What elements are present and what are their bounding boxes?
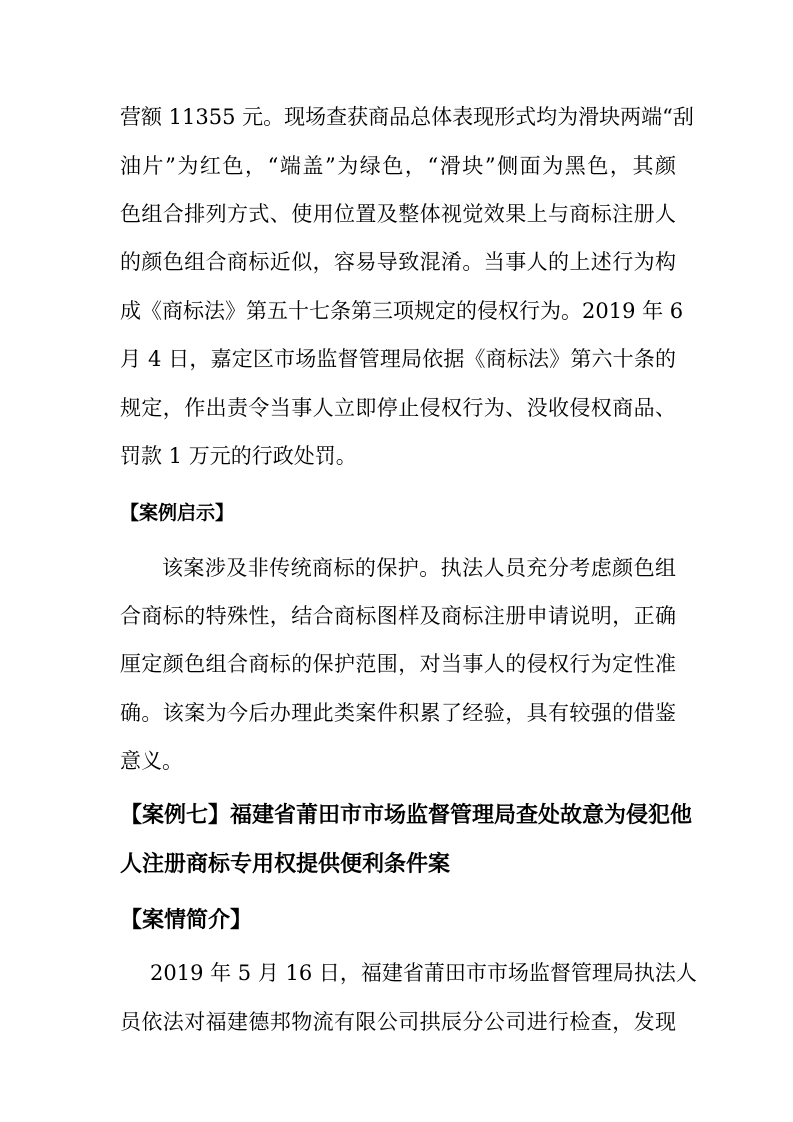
text-line: 意义。: [120, 749, 183, 773]
text-line: 2019 年 5 月 16 日，福建省莆田市市场监督管理局执法人: [150, 961, 697, 985]
text-line: 罚款 1 万元的行政处罚。: [120, 444, 357, 468]
text-line: 色组合排列方式、使用位置及整体视觉效果上与商标注册人: [120, 202, 676, 226]
heading-line: 【案例七】福建省莆田市市场监督管理局查处故意为侵犯他: [120, 803, 693, 828]
text-line: 合商标的特殊性，结合商标图样及商标注册申请说明，正确: [120, 604, 676, 628]
section-heading-case-insight: 【案例启示】: [120, 502, 235, 524]
heading-line: 人注册商标专用权提供便利条件案: [120, 852, 451, 877]
text-line: 规定，作出责令当事人立即停止侵权行为、没收侵权商品、: [120, 396, 676, 420]
section-heading-case-summary: 【案情简介】: [120, 908, 253, 933]
text-line: 月 4 日，嘉定区市场监督管理局依据《商标法》第六十条的: [120, 347, 676, 371]
text-line: 成《商标法》第五十七条第三项规定的侵权行为。2019 年 6: [120, 299, 684, 323]
text-line: 确。该案为今后办理此类案件积累了经验，具有较强的借鉴: [120, 701, 676, 725]
text-line: 厘定颜色组合商标的保护范围，对当事人的侵权行为定性准: [120, 652, 676, 676]
text-line: 的颜色组合商标近似，容易导致混淆。当事人的上述行为构: [120, 250, 676, 274]
text-line: 该案涉及非传统商标的保护。执法人员充分考虑颜色组: [162, 556, 676, 580]
text-line: 营额 11355 元。现场查获商品总体表现形式均为滑块两端“刮: [120, 105, 694, 129]
text-line: 油片”为红色，“端盖”为绿色，“滑块”侧面为黑色，其颜: [120, 154, 676, 178]
text-line: 员依法对福建德邦物流有限公司拱辰分公司进行检查，发现: [120, 1010, 676, 1034]
